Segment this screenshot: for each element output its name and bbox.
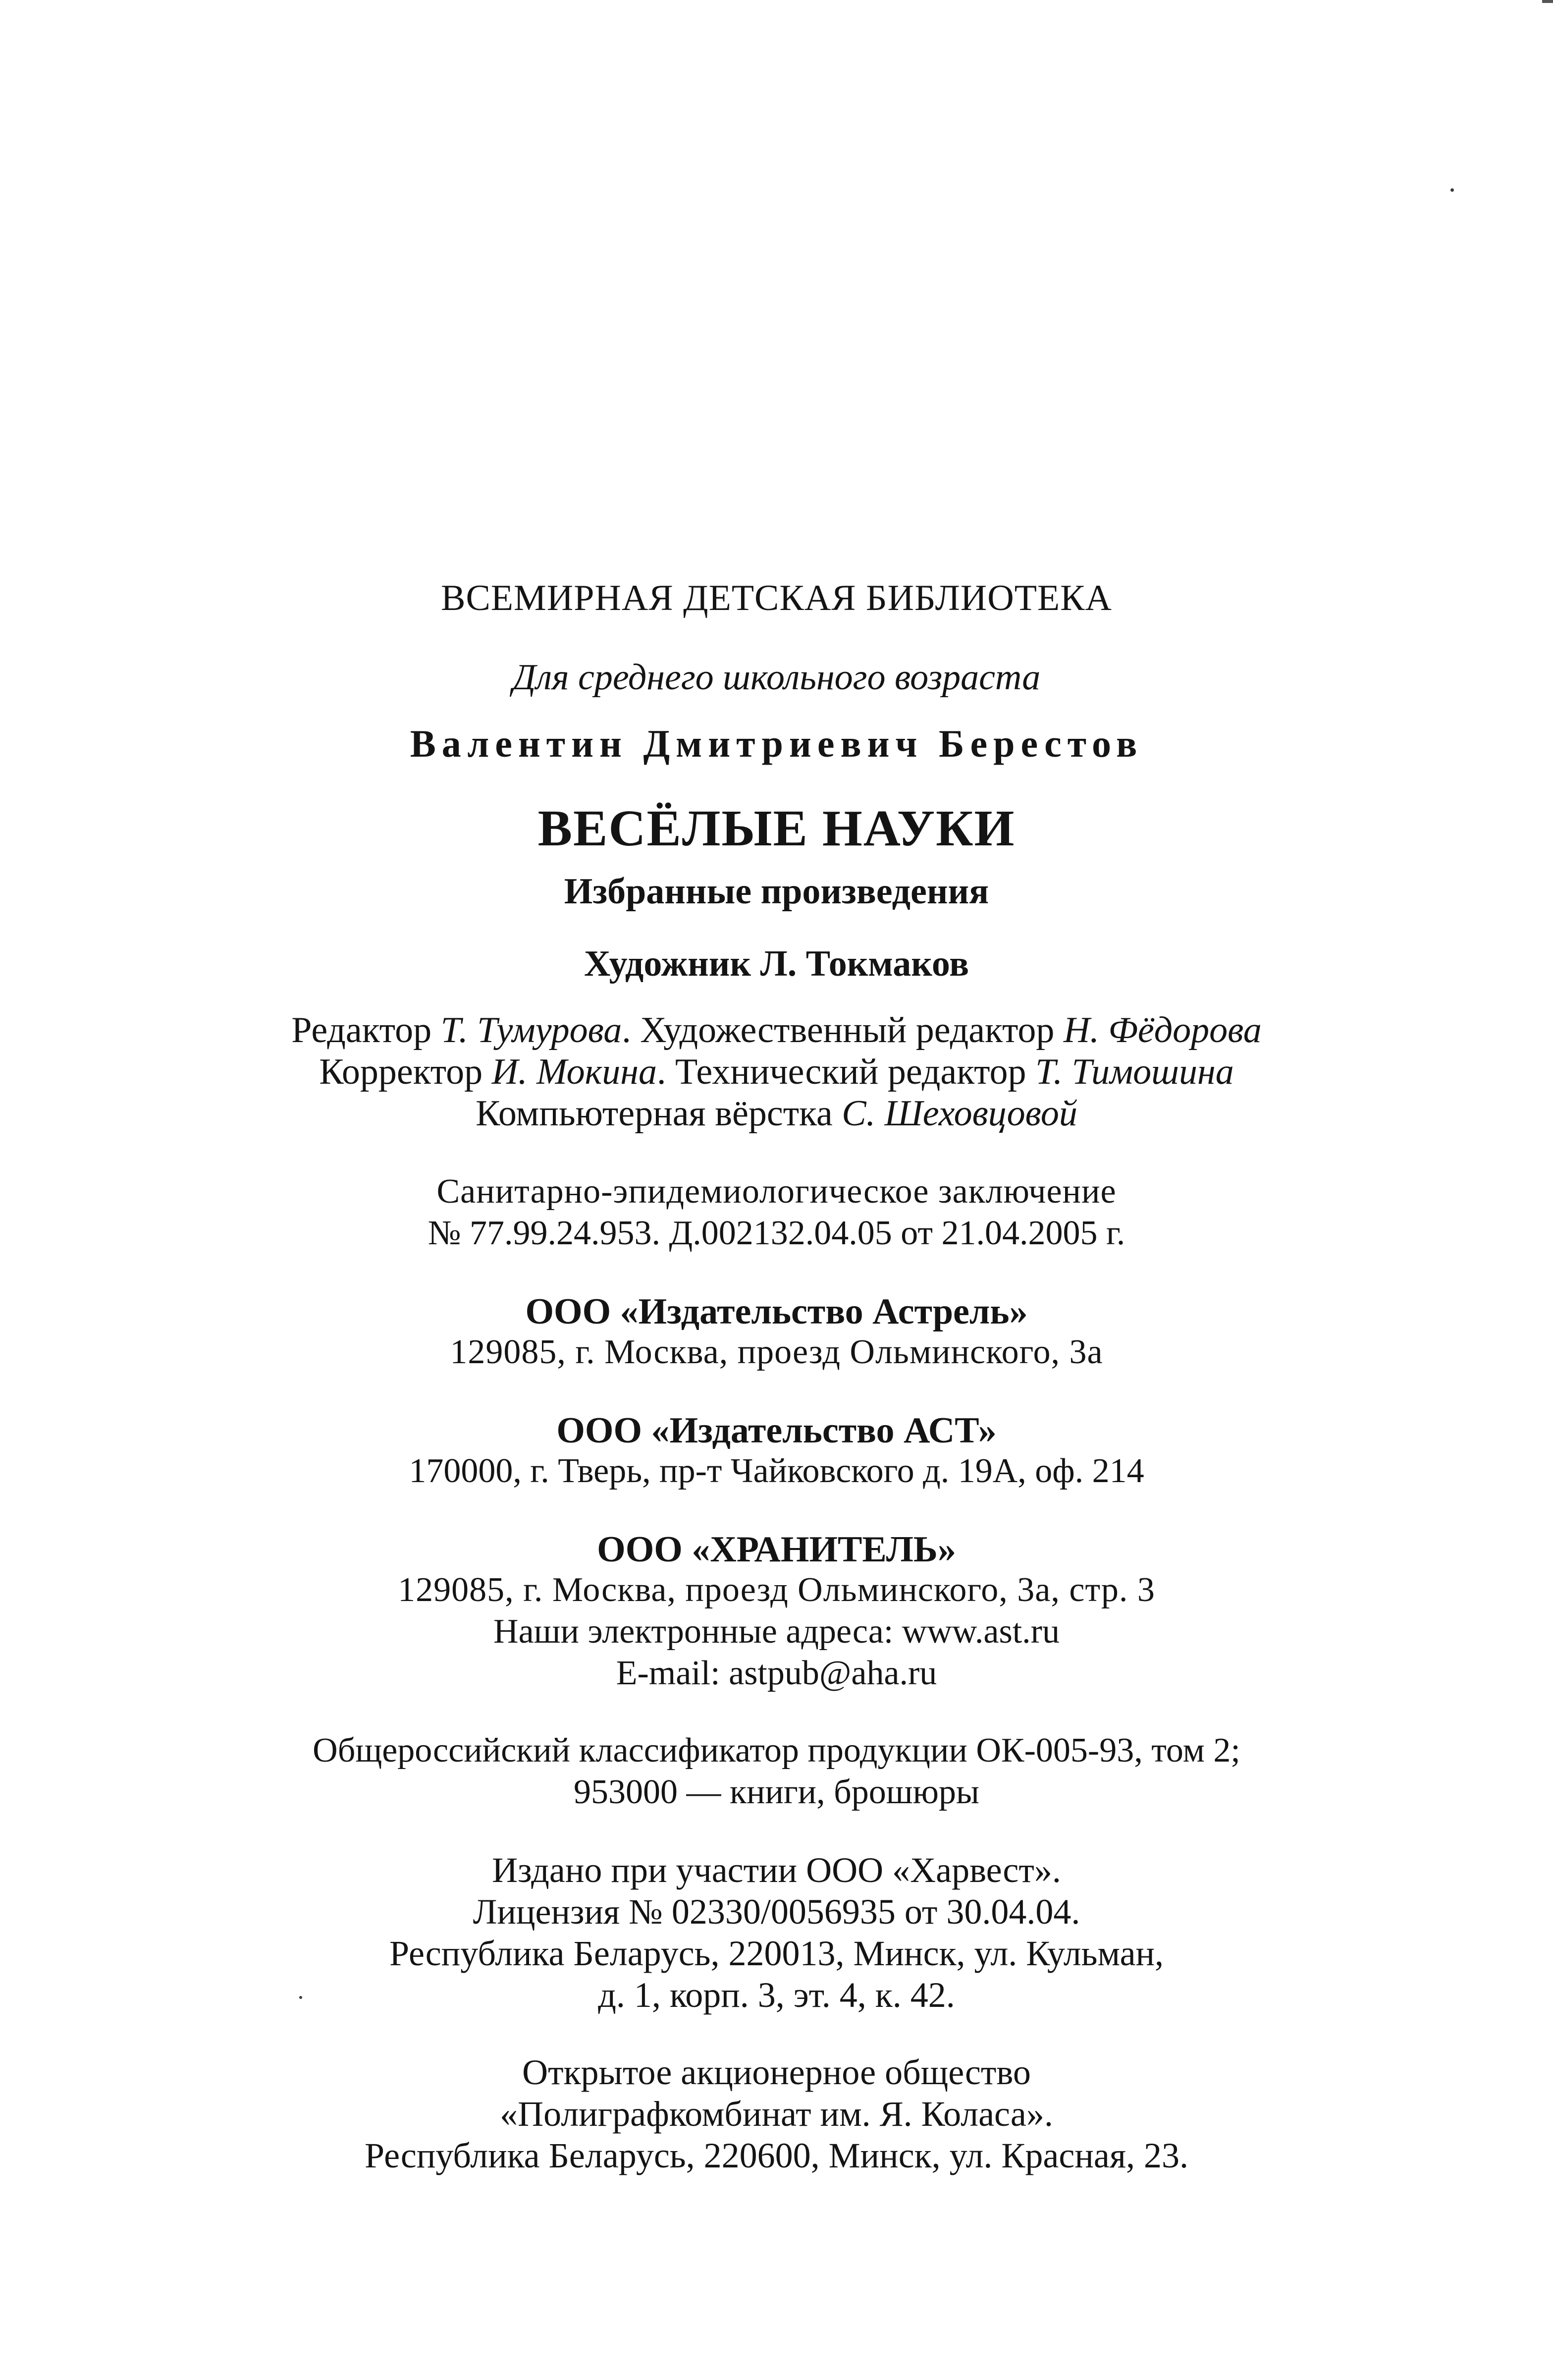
scan-edge-mark — [1542, 0, 1553, 3]
layout-name: С. Шеховцовой — [842, 1093, 1077, 1134]
editor-name: Т. Тумурова — [440, 1010, 622, 1051]
publisher-email: E-mail: astpub@aha.ru — [616, 1654, 937, 1692]
publisher-address: 129085, г. Москва, проезд Ольминского, 3а, стр. 3 — [398, 1571, 1155, 1609]
series-title: ВСЕМИРНАЯ ДЕТСКАЯ БИБЛИОТЕКА — [441, 578, 1112, 618]
printer-line-3: Республика Беларусь, 220600, Минск, ул. Красная, 23. — [365, 2136, 1188, 2175]
author-name: Валентин Дмитриевич Берестов — [410, 722, 1143, 765]
book-subtitle: Избранные произведения — [564, 871, 989, 912]
publisher-web: Наши электронные адреса: www.ast.ru — [493, 1612, 1060, 1651]
harvest-line-1: Издано при участии ООО «Харвест». — [492, 1850, 1061, 1890]
layout-label: Компьютерная вёрстка — [476, 1093, 833, 1134]
printer-line-2: «Полиграфкомбинат им. Я. Коласа». — [500, 2094, 1053, 2134]
proofreader-name: И. Мокина — [491, 1052, 657, 1092]
publisher-name: ООО «Издательство АСТ» — [556, 1410, 997, 1451]
editor-label: Редактор — [291, 1010, 432, 1051]
credits-line-1: Редактор Т. Тумурова. Художественный редактор Н. Фёдорова — [291, 1010, 1262, 1051]
publisher-address: 170000, г. Тверь, пр-т Чайковского д. 19А, оф. 214 — [409, 1452, 1144, 1490]
publisher-name: ООО «Издательство Астрель» — [525, 1291, 1028, 1332]
harvest-line-4: д. 1, корп. 3, эт. 4, к. 42. — [598, 1975, 955, 2015]
art-editor-label: Художественный редактор — [640, 1010, 1055, 1051]
credits-line-2: Корректор И. Мокина. Технический редактор Т. Тимошина — [319, 1052, 1234, 1092]
printer-line-1: Открытое акционерное общество — [522, 2052, 1031, 2092]
harvest-line-3: Республика Беларусь, 220013, Минск, ул. Кульман, — [389, 1934, 1164, 1973]
credits-line-3 — [0, 1095, 1553, 1132]
publisher-name: ООО «ХРАНИТЕЛЬ» — [597, 1529, 956, 1570]
publisher-address: 129085, г. Москва, проезд Ольминского, 3а — [450, 1333, 1103, 1371]
sanitary-number: № 77.99.24.953. Д.002132.04.05 от 21.04.2005 г. — [428, 1214, 1125, 1252]
tech-editor-name: Т. Тимошина — [1035, 1052, 1234, 1092]
age-group: Для среднего школьного возраста — [512, 657, 1041, 698]
art-editor-name: Н. Фёдорова — [1063, 1010, 1262, 1051]
artist-credit: Художник Л. Токмаков — [584, 943, 969, 984]
classifier-line-1: Общероссийский классификатор продукции ОК-005-93, том 2; — [313, 1731, 1240, 1770]
book-title: ВЕСЁЛЫЕ НАУКИ — [537, 800, 1016, 857]
harvest-line-2: Лицензия № 02330/0056935 от 30.04.04. — [473, 1892, 1080, 1932]
proofreader-label: Корректор — [319, 1052, 483, 1092]
scan-speck — [1450, 188, 1454, 192]
tech-editor-label: Технический редактор — [675, 1052, 1026, 1092]
classifier-line-2: 953000 — книги, брошюры — [574, 1773, 979, 1811]
sanitary-conclusion: Санитарно-эпидемиологическое заключение — [436, 1172, 1117, 1211]
